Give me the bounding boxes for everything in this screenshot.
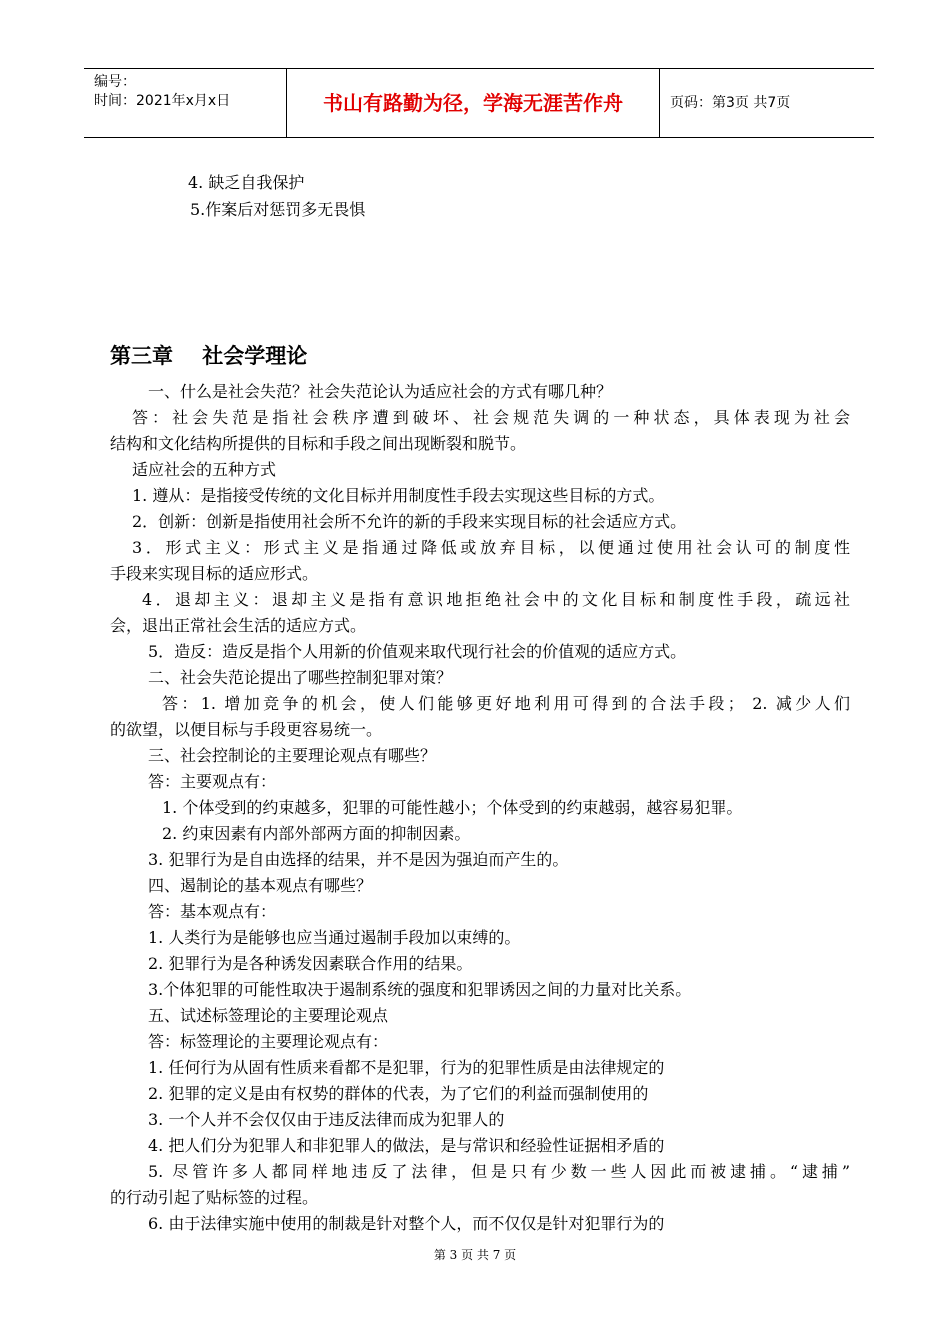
header-page-info: 页码：第3页 共7页 xyxy=(670,95,791,111)
list-item: 1. 遵从：是指接受传统的文化目标并用制度性手段去实现这些目标的方式。 xyxy=(132,486,665,505)
answer-1-line: 结构和文化结构所提供的目标和手段之间出现断裂和脱节。 xyxy=(110,434,527,453)
question-5: 五、试述标签理论的主要理论观点 xyxy=(148,1006,389,1025)
list-item: 2. 犯罪的定义是由有权势的群体的代表，为了它们的利益而强制使用的 xyxy=(148,1084,649,1103)
list-item-continuation: 的行动引起了贴标签的过程。 xyxy=(110,1188,319,1207)
question-1: 一、什么是社会失范？社会失范论认为适应社会的方式有哪几种？ xyxy=(148,382,613,401)
subheading: 适应社会的五种方式 xyxy=(132,460,277,479)
list-item: 2．创新：创新是指使用社会所不允许的新的手段来实现目标的社会适应方式。 xyxy=(132,512,687,531)
list-item: 2. 约束因素有内部外部两方面的抑制因素。 xyxy=(162,824,471,843)
list-item: 6. 由于法律实施中使用的制裁是针对整个人，而不仅仅是针对犯罪行为的 xyxy=(148,1214,665,1233)
list-item: 4. 把人们分为犯罪人和非犯罪人的做法，是与常识和经验性证据相矛盾的 xyxy=(148,1136,665,1155)
answer-1-line: 答：社会失范是指社会秩序遭到破坏、社会规范失调的一种状态，具体表现为社会 xyxy=(132,408,850,427)
header-left-cell xyxy=(84,69,286,137)
list-item-continuation: 手段来实现目标的适应形式。 xyxy=(110,564,319,583)
list-item-continuation: 会，退出正常社会生活的适应方式。 xyxy=(110,616,367,635)
list-item: 1. 任何行为从固有性质来看都不是犯罪，行为的犯罪性质是由法律规定的 xyxy=(148,1058,665,1077)
list-item: 1. 人类行为是能够也应当通过遏制手段加以束缚的。 xyxy=(148,928,521,947)
list-item: 5．造反：造反是指个人用新的价值观来取代现行社会的价值观的适应方式。 xyxy=(148,642,687,661)
list-item: 3.个体犯罪的可能性取决于遏制系统的强度和犯罪诱因之间的力量对比关系。 xyxy=(148,980,692,999)
serial-label: 编号： xyxy=(94,74,136,90)
list-item: 3. 犯罪行为是自由选择的结果，并不是因为强迫而产生的。 xyxy=(148,850,569,869)
list-item: 5. 尽管许多人都同样地违反了法律，但是只有少数一些人因此而被逮捕。“逮捕” xyxy=(148,1162,850,1181)
answer-2-line: 答：1. 增加竞争的机会，使人们能够更好地利用可得到的合法手段； 2. 减少人们 xyxy=(162,694,850,713)
answer-2-line: 的欲望，以便目标与手段更容易统一。 xyxy=(110,720,383,739)
question-2: 二、社会失范论提出了哪些控制犯罪对策？ xyxy=(148,668,453,687)
list-item: 4. 缺乏自我保护 xyxy=(188,173,305,192)
header-motto: 书山有路勤为径，学海无涯苦作舟 xyxy=(286,69,660,137)
list-item: 5.作案后对惩罚多无畏惧 xyxy=(190,200,366,219)
list-item: 2. 犯罪行为是各种诱发因素联合作用的结果。 xyxy=(148,954,473,973)
page-header xyxy=(84,68,874,138)
page-footer: 第 3 页 共 7 页 xyxy=(433,1248,517,1262)
answer-3-intro: 答：主要观点有： xyxy=(148,772,277,791)
list-item: 4．退却主义：退却主义是指有意识地拒绝社会中的文化目标和制度性手段，疏远社 xyxy=(142,590,850,609)
list-item: 1. 个体受到的约束越多，犯罪的可能性越小；个体受到的约束越弱，越容易犯罪。 xyxy=(162,798,743,817)
chapter-title: 第三章 社会学理论 xyxy=(110,344,308,368)
list-item: 3．形式主义：形式主义是指通过降低或放弃目标，以便通过使用社会认可的制度性 xyxy=(132,538,850,557)
answer-4-intro: 答：基本观点有： xyxy=(148,902,277,921)
question-3: 三、社会控制论的主要理论观点有哪些？ xyxy=(148,746,437,765)
list-item: 3. 一个人并不会仅仅由于违反法律而成为犯罪人的 xyxy=(148,1110,505,1129)
time-label: 时间：2021年x月x日 xyxy=(94,93,231,109)
answer-5-intro: 答：标签理论的主要理论观点有： xyxy=(148,1032,389,1051)
question-4: 四、遏制论的基本观点有哪些？ xyxy=(148,876,373,895)
